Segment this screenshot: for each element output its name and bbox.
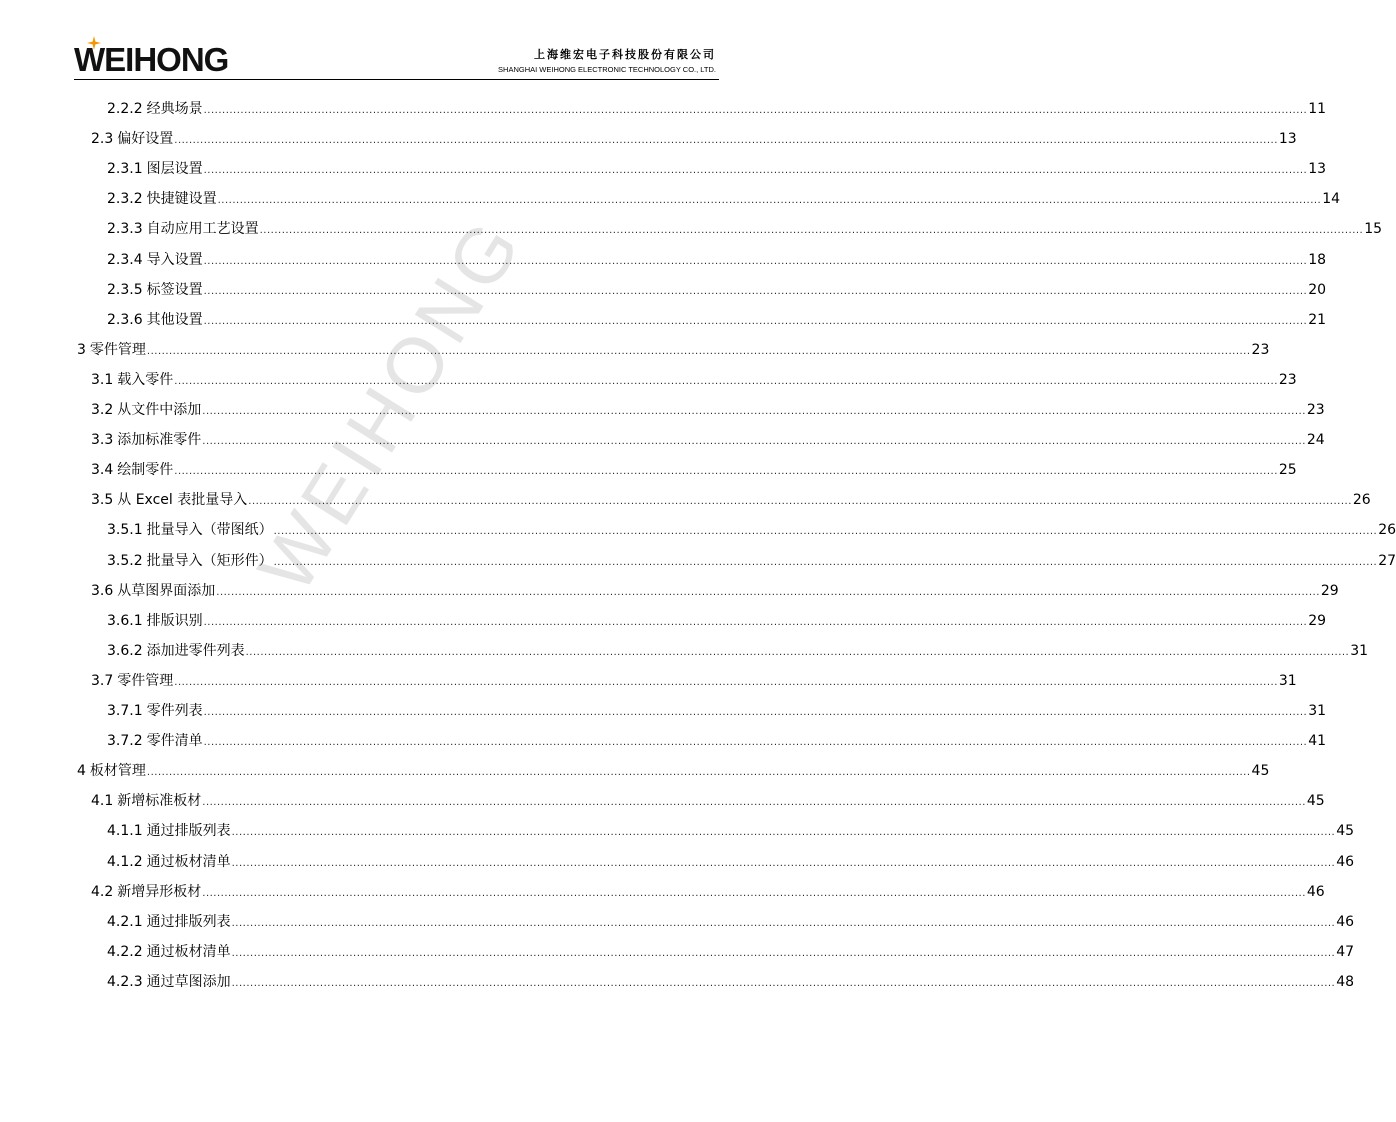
- toc-entry-page: 31: [1308, 703, 1327, 719]
- toc-entry-title: 绘制零件: [117, 462, 174, 478]
- toc-entry-title: 偏好设置: [117, 131, 174, 147]
- toc-leader-dots: ............................................................................................................................................................................................................................................................................................................: [231, 948, 1336, 959]
- toc-entry-page: 45: [1251, 763, 1270, 779]
- toc-entry-title: 快捷键设置: [146, 191, 217, 207]
- toc-entry-page: 47: [1336, 944, 1355, 960]
- page-header: [0, 0, 793, 80]
- toc-entry-number: 4.2.2: [107, 944, 143, 960]
- toc-entry-page: 46: [1336, 854, 1355, 870]
- toc-entry[interactable]: [91, 880, 1325, 904]
- toc-entry-number: 2.3: [91, 131, 114, 147]
- toc-entry-page: 23: [1278, 372, 1297, 388]
- toc-entry-page: 46: [1336, 914, 1355, 930]
- toc-leader-dots: ............................................................................................................................................................................................................................................................................................................: [216, 587, 1320, 598]
- toc-leader-dots: ............................................................................................................................................................................................................................................................................................................: [203, 256, 1308, 267]
- toc-entry[interactable]: [107, 639, 1369, 663]
- toc-entry-page: 23: [1306, 402, 1325, 418]
- toc-leader-dots: ............................................................................................................................................................................................................................................................................................................: [203, 617, 1308, 628]
- toc-entry-title: 添加标准零件: [117, 432, 202, 448]
- toc-leader-dots: ............................................................................................................................................................................................................................................................................................................: [273, 526, 1378, 537]
- toc-leader-dots: ............................................................................................................................................................................................................................................................................................................: [259, 225, 1364, 236]
- toc-entry-number: 2.3.1: [107, 161, 143, 177]
- toc-entry-title: 通过板材清单: [146, 854, 231, 870]
- toc-leader-dots: ............................................................................................................................................................................................................................................................................................................: [203, 286, 1308, 297]
- toc-entry-title: 从文件中添加: [117, 402, 202, 418]
- toc-entry-title: 排版识别: [146, 613, 203, 629]
- toc-entry-title: 其他设置: [146, 312, 203, 328]
- toc-entry-number: 4.2.3: [107, 974, 143, 990]
- toc-leader-dots: ............................................................................................................................................................................................................................................................................................................: [146, 767, 1251, 778]
- toc-leader-dots: ............................................................................................................................................................................................................................................................................................................: [248, 496, 1352, 507]
- toc-entry[interactable]: [91, 488, 1371, 512]
- toc-entry[interactable]: [107, 729, 1327, 753]
- toc-entry-number: 3.7: [91, 673, 114, 689]
- toc-leader-dots: ............................................................................................................................................................................................................................................................................................................: [245, 647, 1350, 658]
- toc-entry-title: 批量导入（矩形件）: [146, 553, 273, 569]
- toc-entry[interactable]: [107, 97, 1327, 121]
- toc-entry[interactable]: [107, 278, 1327, 302]
- toc-entry-page: 31: [1278, 673, 1297, 689]
- toc-entry[interactable]: [91, 669, 1297, 693]
- toc-leader-dots: ............................................................................................................................................................................................................................................................................................................: [231, 918, 1336, 929]
- toc-entry[interactable]: [107, 217, 1383, 241]
- toc-entry-title: 添加进零件列表: [146, 643, 245, 659]
- toc-entry[interactable]: [107, 187, 1341, 211]
- toc-entry[interactable]: [107, 157, 1327, 181]
- toc-leader-dots: ............................................................................................................................................................................................................................................................................................................: [174, 376, 1278, 387]
- watermark: WEIHONG: [240, 201, 540, 608]
- toc-entry-page: 27: [1378, 553, 1396, 569]
- toc-entry-number: 4.2.1: [107, 914, 143, 930]
- toc-entry-title: 零件管理: [117, 673, 174, 689]
- toc-entry[interactable]: [107, 699, 1327, 723]
- toc-entry-number: 3.1: [91, 372, 114, 388]
- toc-entry-page: 14: [1322, 191, 1341, 207]
- toc-entry-number: 3.6.1: [107, 613, 143, 629]
- toc-entry-title: 标签设置: [146, 282, 203, 298]
- toc-entry[interactable]: [91, 428, 1325, 452]
- toc-entry-number: 4.1: [91, 793, 114, 809]
- toc-entry[interactable]: [91, 579, 1339, 603]
- toc-entry-page: 13: [1308, 161, 1327, 177]
- toc-entry-title: 通过排版列表: [146, 823, 231, 839]
- toc-entry-page: 13: [1278, 131, 1297, 147]
- toc-leader-dots: ............................................................................................................................................................................................................................................................................................................: [203, 737, 1308, 748]
- toc-leader-dots: ............................................................................................................................................................................................................................................................................................................: [202, 888, 1306, 899]
- toc-entry[interactable]: [107, 850, 1355, 874]
- toc-entry[interactable]: [91, 789, 1325, 813]
- toc-entry-title: 载入零件: [117, 372, 174, 388]
- toc-entry-number: 3.7.1: [107, 703, 143, 719]
- toc-entry-page: 48: [1336, 974, 1355, 990]
- company-info: [498, 48, 716, 75]
- toc-entry-title: 新增标准板材: [117, 793, 202, 809]
- toc-entry-number: 3.6: [91, 583, 114, 599]
- toc-entry-page: 20: [1308, 282, 1327, 298]
- toc-entry-title: 导入设置: [146, 252, 203, 268]
- toc-entry[interactable]: [107, 910, 1355, 934]
- toc-leader-dots: ............................................................................................................................................................................................................................................................................................................: [202, 436, 1306, 447]
- toc-entry-page: 29: [1308, 613, 1327, 629]
- toc-leader-dots: ............................................................................................................................................................................................................................................................................................................: [217, 195, 1322, 206]
- toc-entry-number: 2.3.5: [107, 282, 143, 298]
- logo-text: WEIHONG: [74, 41, 229, 78]
- toc-entry-number: 2.3.2: [107, 191, 143, 207]
- toc-entry-page: 18: [1308, 252, 1327, 268]
- company-name-en: SHANGHAI WEIHONG ELECTRONIC TECHNOLOGY CO., LTD.: [498, 65, 716, 74]
- toc-leader-dots: ............................................................................................................................................................................................................................................................................................................: [146, 346, 1251, 357]
- toc-entry-title: 零件清单: [146, 733, 203, 749]
- toc-entry-number: 3.4: [91, 462, 114, 478]
- toc-entry-page: 26: [1352, 492, 1371, 508]
- toc-entry-page: 46: [1306, 884, 1325, 900]
- toc-leader-dots: ............................................................................................................................................................................................................................................................................................................: [202, 406, 1306, 417]
- toc-entry-number: 2.3.3: [107, 221, 143, 237]
- toc-entry-title: 通过板材清单: [146, 944, 231, 960]
- toc-entry[interactable]: [107, 549, 1396, 573]
- toc-entry[interactable]: [107, 518, 1396, 542]
- toc-entry-number: 3.2: [91, 402, 114, 418]
- toc-entry-number: 3.7.2: [107, 733, 143, 749]
- toc-entry[interactable]: [107, 248, 1327, 272]
- toc-entry[interactable]: [107, 819, 1355, 843]
- company-name-cn: 上海维宏电子科技股份有限公司: [534, 48, 716, 61]
- toc-entry-page: 23: [1251, 342, 1270, 358]
- toc-entry-number: 3: [77, 342, 86, 358]
- toc-entry-page: 31: [1350, 643, 1369, 659]
- toc-entry-number: 2.3.4: [107, 252, 143, 268]
- toc-entry-number: 3.3: [91, 432, 114, 448]
- toc-entry[interactable]: [107, 970, 1355, 994]
- toc-entry[interactable]: [77, 338, 1270, 362]
- toc-leader-dots: ............................................................................................................................................................................................................................................................................................................: [203, 165, 1308, 176]
- toc-entry-number: 2.3.6: [107, 312, 143, 328]
- toc-entry-title: 自动应用工艺设置: [146, 221, 259, 237]
- toc-entry-page: 45: [1336, 823, 1355, 839]
- header-divider: [74, 79, 719, 80]
- toc-entry-title: 零件列表: [146, 703, 203, 719]
- toc-entry-page: 24: [1306, 432, 1325, 448]
- toc-entry-title: 零件管理: [89, 342, 146, 358]
- toc-entry-page: 29: [1320, 583, 1339, 599]
- toc-entry-number: 4.1.1: [107, 823, 143, 839]
- toc-entry[interactable]: [91, 458, 1297, 482]
- toc-entry[interactable]: [107, 609, 1327, 633]
- toc-entry-number: 3.6.2: [107, 643, 143, 659]
- toc-entry-title: 通过排版列表: [146, 914, 231, 930]
- toc-entry-number: 4.2: [91, 884, 114, 900]
- toc-entry-title: 通过草图添加: [146, 974, 231, 990]
- toc-entry[interactable]: [91, 398, 1325, 422]
- toc-entry-page: 26: [1378, 522, 1396, 538]
- toc-entry-page: 21: [1308, 312, 1327, 328]
- toc-entry-title: 经典场景: [146, 101, 203, 117]
- toc-leader-dots: ............................................................................................................................................................................................................................................................................................................: [203, 707, 1308, 718]
- toc-leader-dots: ............................................................................................................................................................................................................................................................................................................: [174, 677, 1278, 688]
- toc-leader-dots: ............................................................................................................................................................................................................................................................................................................: [203, 105, 1308, 116]
- toc-leader-dots: ............................................................................................................................................................................................................................................................................................................: [174, 466, 1278, 477]
- toc-leader-dots: ............................................................................................................................................................................................................................................................................................................: [273, 557, 1378, 568]
- toc-entry-title: 板材管理: [89, 763, 146, 779]
- toc-entry[interactable]: [91, 368, 1297, 392]
- toc-entry[interactable]: [77, 759, 1270, 783]
- toc-entry-title: 从 Excel 表批量导入: [117, 492, 248, 508]
- toc-leader-dots: ............................................................................................................................................................................................................................................................................................................: [174, 135, 1278, 146]
- toc-entry-number: 4: [77, 763, 86, 779]
- toc-entry-title: 新增异形板材: [117, 884, 202, 900]
- toc-entry-title: 从草图界面添加: [117, 583, 216, 599]
- toc-entry-number: 3.5: [91, 492, 114, 508]
- toc-entry-page: 45: [1306, 793, 1325, 809]
- toc-entry[interactable]: [107, 940, 1355, 964]
- toc-leader-dots: ............................................................................................................................................................................................................................................................................................................: [231, 827, 1336, 838]
- toc-entry-page: 25: [1278, 462, 1297, 478]
- toc-entry-number: 3.5.1: [107, 522, 143, 538]
- toc-leader-dots: ............................................................................................................................................................................................................................................................................................................: [231, 978, 1336, 989]
- toc-entry-page: 41: [1308, 733, 1327, 749]
- toc-entry-page: 15: [1364, 221, 1383, 237]
- toc-leader-dots: ............................................................................................................................................................................................................................................................................................................: [202, 797, 1306, 808]
- toc-entry-number: 3.5.2: [107, 553, 143, 569]
- toc-entry-title: 批量导入（带图纸）: [146, 522, 273, 538]
- toc-entry[interactable]: [107, 308, 1327, 332]
- toc-leader-dots: ............................................................................................................................................................................................................................................................................................................: [231, 858, 1336, 869]
- toc-entry-page: 11: [1308, 101, 1327, 117]
- toc-leader-dots: ............................................................................................................................................................................................................................................................................................................: [203, 316, 1308, 327]
- toc-entry-title: 图层设置: [146, 161, 203, 177]
- toc-entry-number: 4.1.2: [107, 854, 143, 870]
- toc-entry-number: 2.2.2: [107, 101, 143, 117]
- toc-entry[interactable]: [91, 127, 1297, 151]
